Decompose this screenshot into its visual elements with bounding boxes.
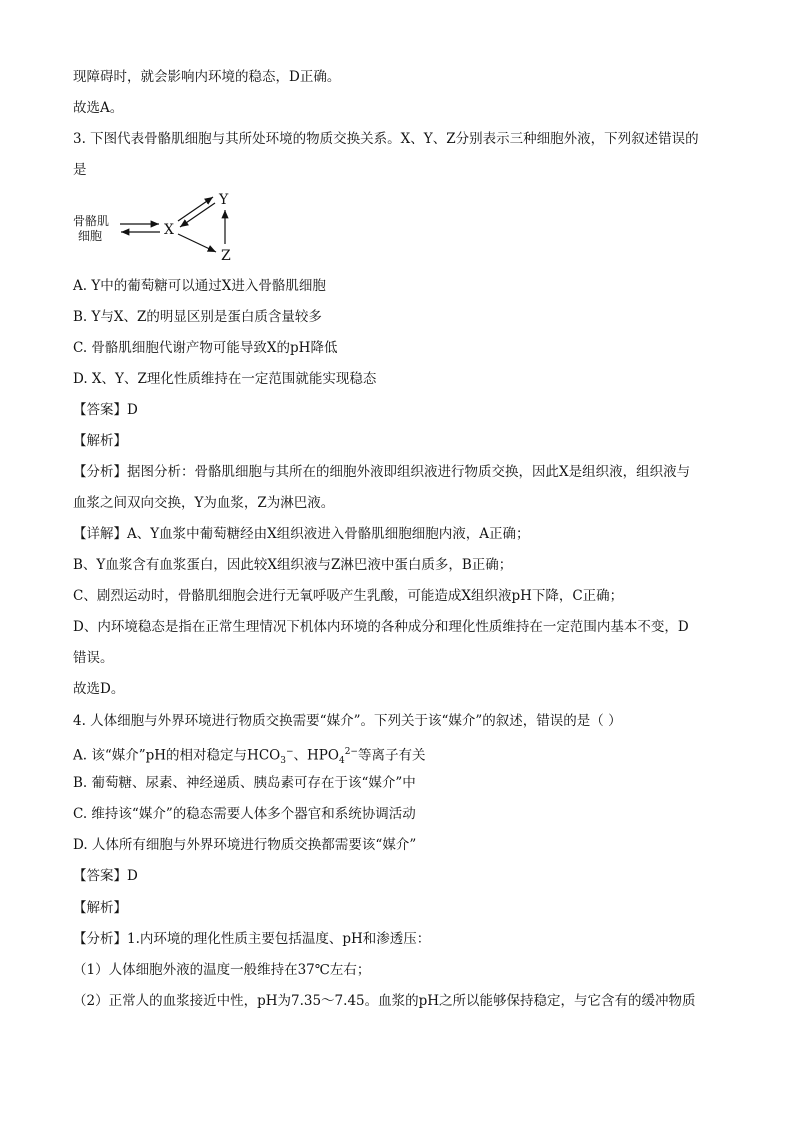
sup-2minus: 2− — [344, 747, 358, 757]
selection-3: 故选D。 — [73, 681, 125, 697]
analysis-3-line-2: 血浆之间双向交换，Y为血浆，Z为淋巴液。 — [73, 495, 335, 511]
point-2: （2）正常人的血浆接近中性，pH为7.35～7.45。血浆的pH之所以能够保持稳定，与它含有的缓冲物质 — [73, 993, 696, 1009]
option-4a-pre: A. 该“媒介”pH的相对稳定与HCO — [73, 747, 281, 764]
exchange-diagram — [72, 188, 252, 264]
label-z: Z — [221, 248, 231, 264]
option-3d: D. X、Y、Z理化性质维持在一定范围就能实现稳态 — [73, 371, 377, 387]
question-3-stem-cont: 是 — [73, 162, 87, 178]
option-4c: C. 维持该“媒介”的稳态需要人体多个器官和系统协调活动 — [73, 806, 416, 822]
sub-3: 3 — [280, 756, 286, 767]
answer-3: 【答案】D — [73, 402, 138, 418]
arrow-y-to-x — [180, 203, 215, 227]
option-3b: B. Y与X、Z的明显区别是蛋白质含量较多 — [73, 309, 322, 325]
sub-4: 4 — [338, 756, 345, 767]
detail-3-a: 【详解】A、Y血浆中葡萄糖经由X组织液进入骨骼肌细胞细胞内液，A正确； — [73, 526, 530, 542]
text-line: 故选A。 — [73, 100, 124, 116]
detail-3-d-1: D、内环境稳态是指在正常生理情况下机体内环境的各种成分和理化性质维持在一定范围内基本不变，D — [73, 619, 689, 635]
cell-label-1: 骨骼肌 — [73, 214, 110, 228]
question-4-stem: 4. 人体细胞与外界环境进行物质交换需要“媒介”。下列关于该“媒介”的叙述，错误的是（ ） — [73, 713, 622, 729]
detail-3-d-2: 错误。 — [73, 650, 114, 666]
detail-3-b: B、Y血浆含有血浆蛋白，因此较X组织液与Z淋巴液中蛋白质多，B正确； — [73, 557, 513, 573]
arrow-x-to-y — [178, 197, 213, 221]
analysis-heading-4: 【解析】 — [73, 900, 127, 916]
analysis-3-line-1: 【分析】据图分析：骨骼肌细胞与其所在的细胞外液即组织液进行物质交换，因此X是组织液，组织液与 — [73, 464, 691, 480]
label-x: X — [164, 222, 174, 238]
sup-minus: − — [285, 747, 294, 757]
label-y: Y — [219, 192, 229, 208]
answer-4: 【答案】D — [73, 868, 138, 884]
question-3-stem: 3. 下图代表骨骼肌细胞与其所处环境的物质交换关系。X、Y、Z分别表示三种细胞外液，下列叙述错误的 — [73, 131, 699, 147]
analysis-4-line-1: 【分析】1.内环境的理化性质主要包括温度、pH和渗透压： — [73, 931, 431, 947]
text-line: 现障碍时，就会影响内环境的稳态，D正确。 — [73, 69, 341, 85]
option-3c: C. 骨骼肌细胞代谢产物可能导致X的pH降低 — [73, 340, 338, 356]
option-4b: B. 葡萄糖、尿素、神经递质、胰岛素可存在于该“媒介”中 — [73, 775, 416, 791]
analysis-heading-3: 【解析】 — [73, 433, 127, 449]
point-1: （1）人体细胞外液的温度一般维持在37℃左右； — [73, 962, 371, 978]
arrow-x-to-z — [178, 234, 216, 252]
option-4a-post: 等离子有关 — [357, 747, 426, 764]
detail-3-c: C、剧烈运动时，骨骼肌细胞会进行无氧呼吸产生乳酸，可能造成X组织液pH下降，C正确； — [73, 588, 624, 604]
option-4a — [73, 743, 425, 770]
option-4d: D. 人体所有细胞与外界环境进行物质交换都需要该“媒介” — [73, 837, 417, 853]
cell-label-2: 细胞 — [78, 229, 103, 243]
option-4a-mid: 、HPO — [293, 747, 339, 764]
option-3a: A. Y中的葡萄糖可以通过X进入骨骼肌细胞 — [73, 278, 326, 294]
